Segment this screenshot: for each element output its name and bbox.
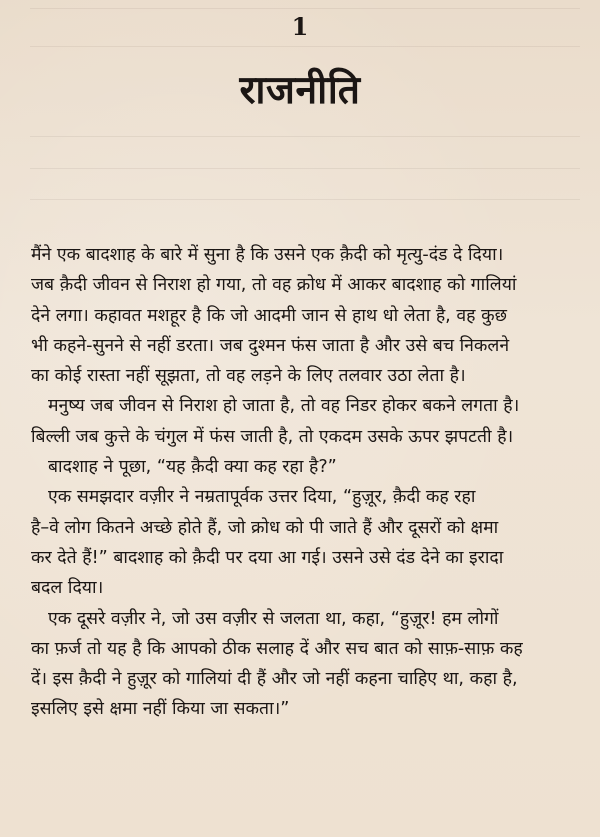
text-line: मनुष्य जब जीवन से निराश हो जाता है, तो वह निडर होकर बकने लगता है। — [48, 396, 520, 417]
text-line: जब क़ैदी जीवन से निराश हो गया, तो वह क्रोध में आकर बादशाह को गालियां — [31, 275, 517, 296]
chapter-number: 1 — [291, 12, 309, 41]
text-line: कर देते हैं!” बादशाह को क़ैदी पर दया आ गई। उसने उसे दंड देने का इरादा — [31, 547, 504, 568]
text-line: बादशाह ने पूछा, “यह क़ैदी क्या कह रहा है?” — [48, 457, 337, 478]
text-line: बिल्ली जब कुत्ते के चंगुल में फंस जाती है, तो एकदम उसके ऊपर झपटती है। — [31, 426, 514, 447]
chapter-title: राजनीति — [239, 68, 361, 113]
text-line: मैंने एक बादशाह के बारे में सुना है कि उसने एक क़ैदी को मृत्यु-दंड दे दिया। — [31, 245, 504, 265]
text-line: का कोई रास्ता नहीं सूझता, तो वह लड़ने के लिए तलवार उठा लेता है। — [31, 366, 466, 387]
text-line: देने लगा। कहावत मशहूर है कि जो आदमी जान से हाथ धो लेता है, वह कुछ — [31, 305, 507, 326]
text-line: एक दूसरे वज़ीर ने, जो उस वज़ीर से जलता था, कहा, “हुज़ूर! हम लोगों — [48, 608, 499, 629]
bleed-through-line — [30, 46, 580, 53]
chapter-body — [31, 240, 591, 725]
text-line: भी कहने-सुनने से नहीं डरता। जब दुश्मन फंस जाता है और उसे बच निकलने — [31, 335, 510, 356]
bleed-through-line — [30, 136, 580, 143]
text-line: दें। इस क़ैदी ने हुज़ूर को गालियां दी हैं और जो नहीं कहना चाहिए था, कहा है, — [31, 669, 518, 690]
text-line: एक समझदार वज़ीर ने नम्रतापूर्वक उत्तर दिया, “हुज़ूर, क़ैदी कह रहा — [48, 487, 476, 508]
text-line: इसलिए इसे क्षमा नहीं किया जा सकता।” — [31, 699, 290, 720]
text-line: बदल दिया। — [31, 578, 104, 599]
bleed-through-line — [30, 199, 580, 206]
text-line: का फ़र्ज तो यह है कि आपको ठीक सलाह दें और सच बात को साफ़-साफ़ कह — [31, 638, 523, 659]
text-line: है–वे लोग कितने अच्छे होते हैं, जो क्रोध को पी जाते हैं और दूसरों को क्षमा — [31, 517, 499, 538]
bleed-through-line — [30, 168, 580, 175]
